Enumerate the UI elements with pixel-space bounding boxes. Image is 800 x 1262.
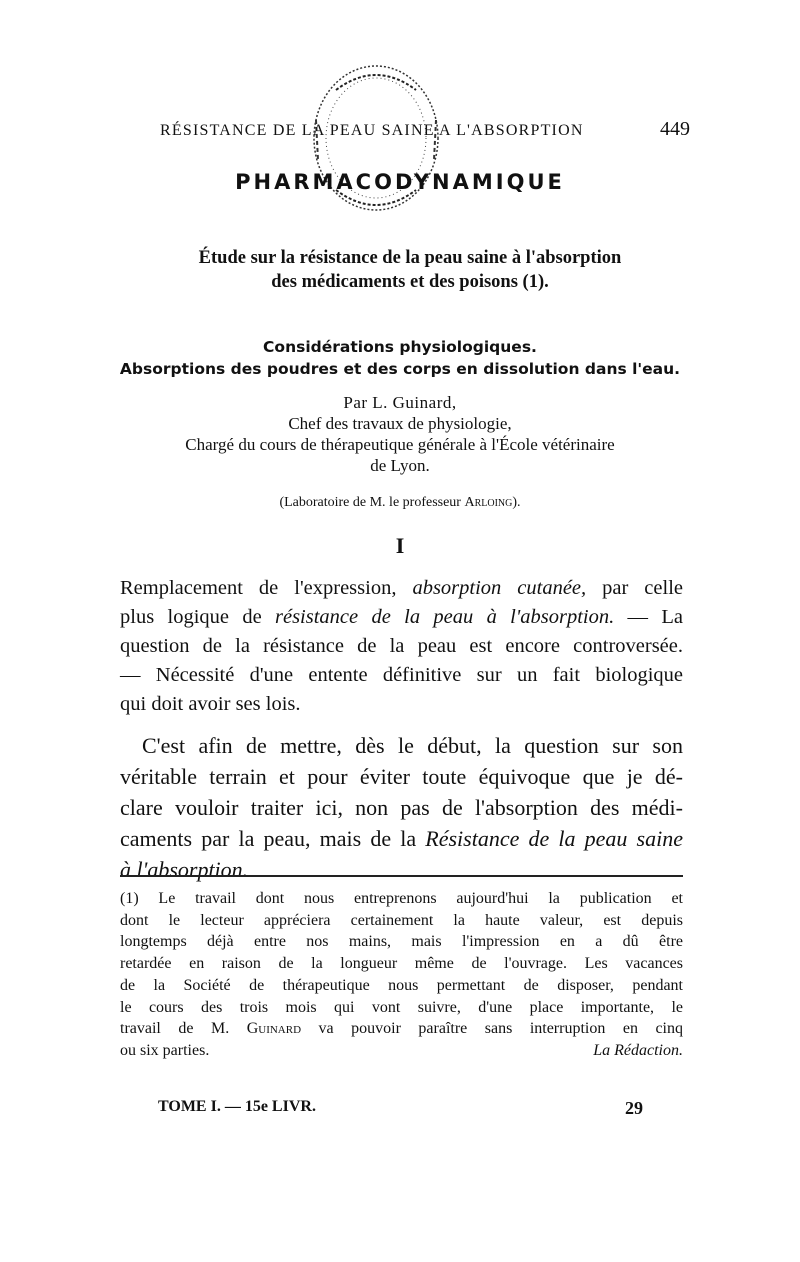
body-paragraph	[120, 730, 683, 885]
footnote	[120, 888, 683, 1062]
summary-line	[120, 603, 683, 632]
footnote-line: dont le lecteur appréciera certainement la haute valeur, est depuis	[120, 911, 683, 929]
body-line	[120, 823, 683, 854]
author-role-2: Chargé du cours de thérapeutique générale à l'École vétérinaire	[185, 435, 615, 454]
body-italic: Résistance de la peau saine	[425, 826, 683, 851]
footnote-line	[120, 1018, 683, 1040]
footnote-line: retardée en raison de la longueur même de l'ouvrage. Les vacances	[120, 955, 683, 973]
body-line: clare vouloir traiter ici, non pas de l'absorption des médi-	[120, 795, 683, 820]
body-line: véritable terrain et pour éviter toute équivoque que je dé-	[120, 764, 683, 789]
summary-line: question de la résistance de la peau est encore controversée.	[120, 635, 683, 657]
considerations-line-1: Considérations physiologiques.	[263, 338, 537, 356]
footnote-text: ou six parties.	[120, 1041, 210, 1059]
footnote-text: travail de M.	[120, 1020, 247, 1038]
author-role-1: Chef des travaux de physiologie,	[288, 414, 512, 433]
author-block	[80, 392, 720, 476]
page-footer	[158, 1098, 643, 1119]
study-title-line-2: des médicaments et des poisons (1).	[271, 272, 549, 292]
lab-professor-name: Arloing	[464, 495, 513, 510]
study-title	[100, 246, 720, 294]
considerations-heading	[60, 336, 740, 380]
footnote-author-name: Guinard	[246, 1020, 302, 1038]
summary-text: Remplacement de l'expression,	[120, 577, 413, 599]
lab-prefix: (Laboratoire de M. le professeur	[279, 495, 461, 510]
body-text: caments par la peau, mais de la	[120, 826, 426, 851]
footnote-line: le cours des trois mois qui vont suivre, d'une place importante, le	[120, 998, 683, 1016]
chapter-number: I	[395, 533, 405, 558]
running-title: RÉSISTANCE DE LA PEAU SAINE A L'ABSORPTION	[160, 122, 584, 139]
summary-text: — La	[614, 606, 683, 628]
footnote-last-line	[120, 1040, 683, 1062]
summary-italic: résistance de la peau à l'absorption.	[275, 606, 615, 628]
signature-number: 29	[625, 1098, 643, 1118]
summary-line: — Nécessité d'une entente définitive sur un fait biologique	[120, 664, 683, 686]
summary-text: plus logique de	[120, 606, 275, 628]
body-line: C'est afin de mettre, dès le début, la question sur son	[142, 733, 683, 758]
running-header	[160, 118, 690, 141]
volume-info: TOME I. — 15e LIVR.	[158, 1098, 316, 1115]
page-number: 449	[660, 118, 690, 140]
study-title-line-1: Étude sur la résistance de la peau saine à l'absorption	[198, 248, 622, 268]
body-line: à l'absorption.	[120, 857, 249, 882]
footnote-text: va pouvoir paraître sans interruption en cinq	[301, 1020, 684, 1038]
considerations-line-2: Absorptions des poudres et des corps en dissolution dans l'eau.	[119, 360, 681, 378]
author-role-3: de Lyon.	[370, 456, 430, 475]
author-name: Par L. Guinard,	[343, 393, 457, 412]
footnote-rule	[120, 875, 683, 877]
summary-line	[120, 574, 683, 603]
summary-line: qui doit avoir ses lois.	[120, 693, 301, 715]
section-title: PHARMACODYNAMIQUE	[235, 170, 565, 194]
footnote-line: (1) Le travail dont nous entreprenons aujourd'hui la publication et	[120, 890, 683, 907]
footnote-line: longtemps déjà entre nos mains, mais l'impression en a dû être	[120, 933, 683, 951]
chapter-summary	[120, 574, 683, 719]
summary-text: par celle	[586, 577, 683, 599]
summary-italic: absorption cutanée,	[412, 577, 587, 599]
footnote-line: de la Société de thérapeutique nous permettant de disposer, pendant	[120, 976, 683, 994]
footnote-signature: La Rédaction.	[593, 1041, 683, 1059]
lab-suffix: ).	[512, 495, 521, 510]
laboratory-note	[80, 495, 720, 511]
